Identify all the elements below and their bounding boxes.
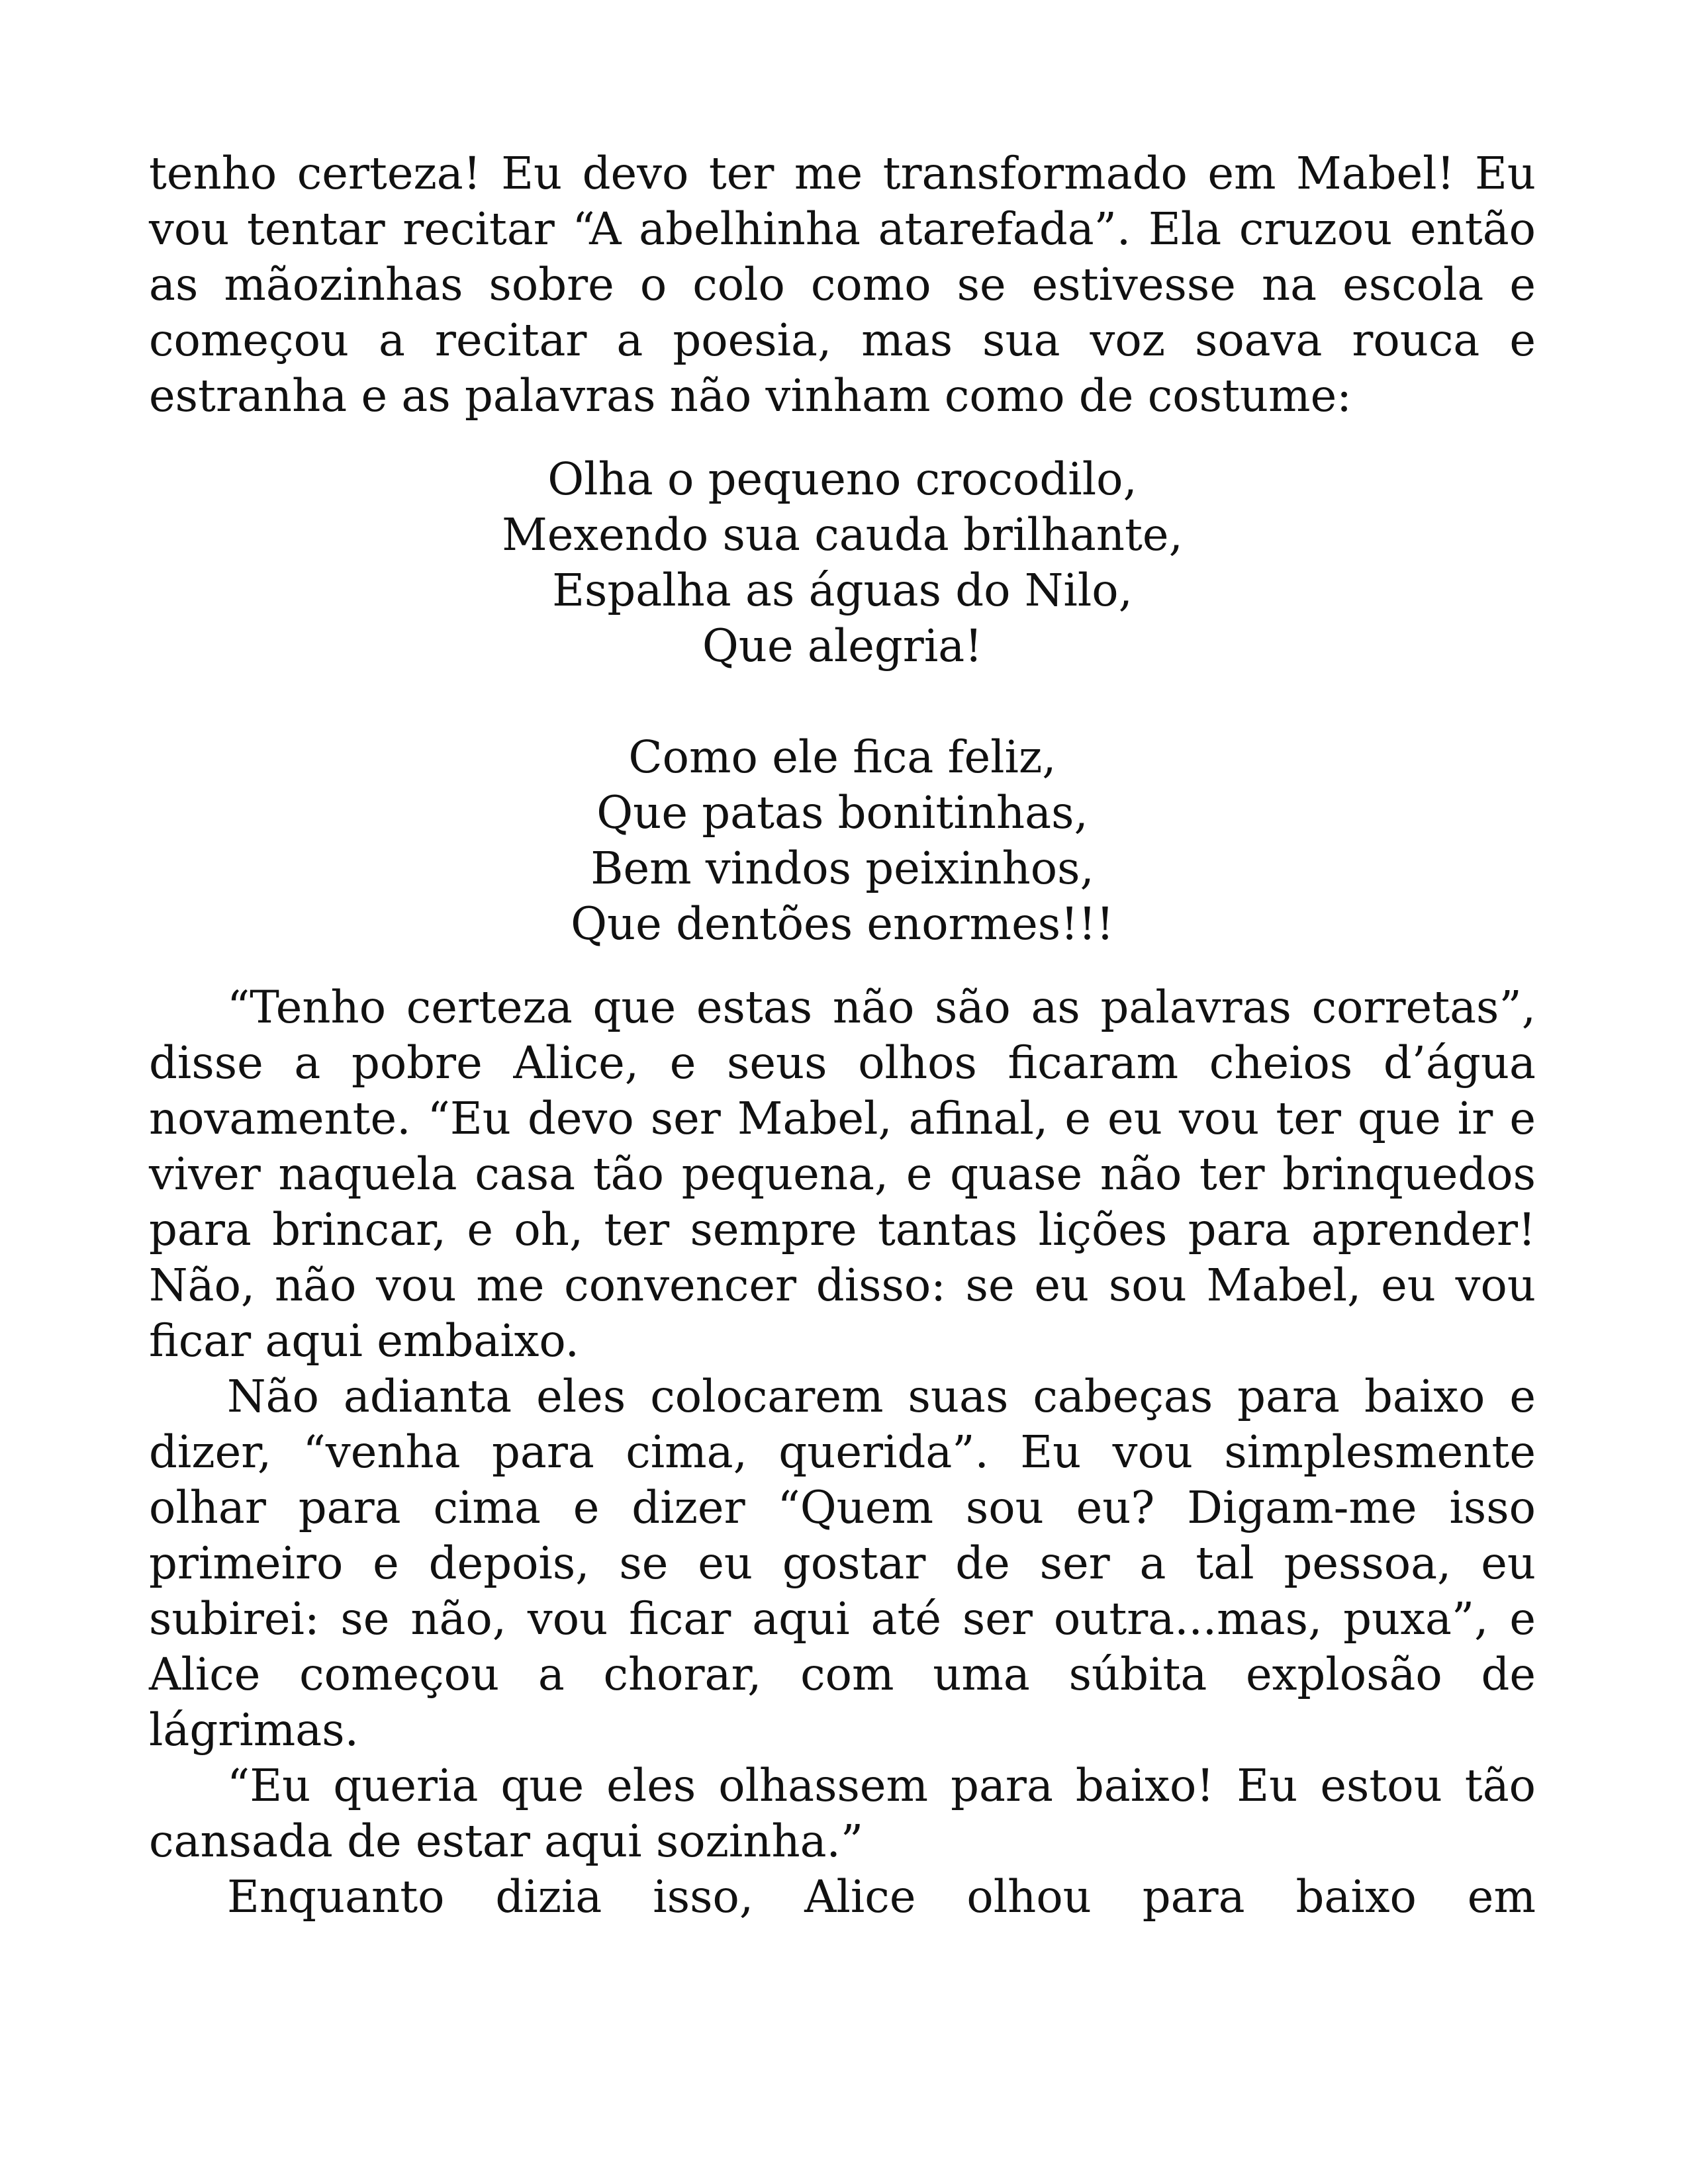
document-page [149,146,1536,1925]
spacer [149,424,1536,451]
poem-line: Que alegria! [702,620,983,672]
poem-line: Que dentões enormes!!! [571,898,1114,950]
poem-line: Mexendo sua cauda brilhante, [502,509,1183,561]
poem-stanza-1 [149,451,1536,674]
poem-line: Como ele fica feliz, [628,731,1056,783]
poem-stanza-2 [149,729,1536,952]
paragraph-enquanto: Enquanto dizia isso, Alice olhou para baixo em [227,1871,1536,1923]
spacer [149,952,1536,979]
spacer [149,674,1536,729]
paragraph-nao-adianta: Não adianta eles colocarem suas cabeças para baixo e dizer, “venha para cima, querida”. Eu vou simplesmente olhar para cima e dizer “Quem sou eu? Digam-me isso primeiro e depois, se eu gostar de ser a tal pessoa, eu subirei: se não, vou ficar aqui até ser outra...mas, puxa”, e Alice começou a chorar, com uma súbita explosão de lágrimas. [149,1371,1536,1756]
poem-line: Que patas bonitinhas, [596,787,1088,839]
paragraph-tenho-certeza: “Tenho certeza que estas não são as palavras corretas”, disse a pobre Alice, e seus olhos ficaram cheios d’água novamente. “Eu devo ser Mabel, afinal, e eu vou ter que ir e viver naquela casa tão pequena, e quase não ter brinquedos para brincar, e oh, ter sempre tantas lições para aprender! Não, não vou me convencer disso: se eu sou Mabel, eu vou ficar aqui embaixo. [149,981,1536,1367]
poem-line: Espalha as águas do Nilo, [552,565,1133,616]
poem-line: Bem vindos peixinhos, [590,842,1094,894]
paragraph-opening: tenho certeza! Eu devo ter me transformado em Mabel! Eu vou tentar recitar “A abelhinha atarefada”. Ela cruzou então as mãozinhas sobre o colo como se estivesse na escola e começou a recitar a poesia, mas sua voz soava rouca e estranha e as palavras não vinham como de costume: [149,148,1536,422]
poem-line: Olha o pequeno crocodilo, [547,453,1137,505]
paragraph-eu-queria: “Eu queria que eles olhassem para baixo! Eu estou tão cansada de estar aqui sozinha.” [149,1760,1536,1867]
